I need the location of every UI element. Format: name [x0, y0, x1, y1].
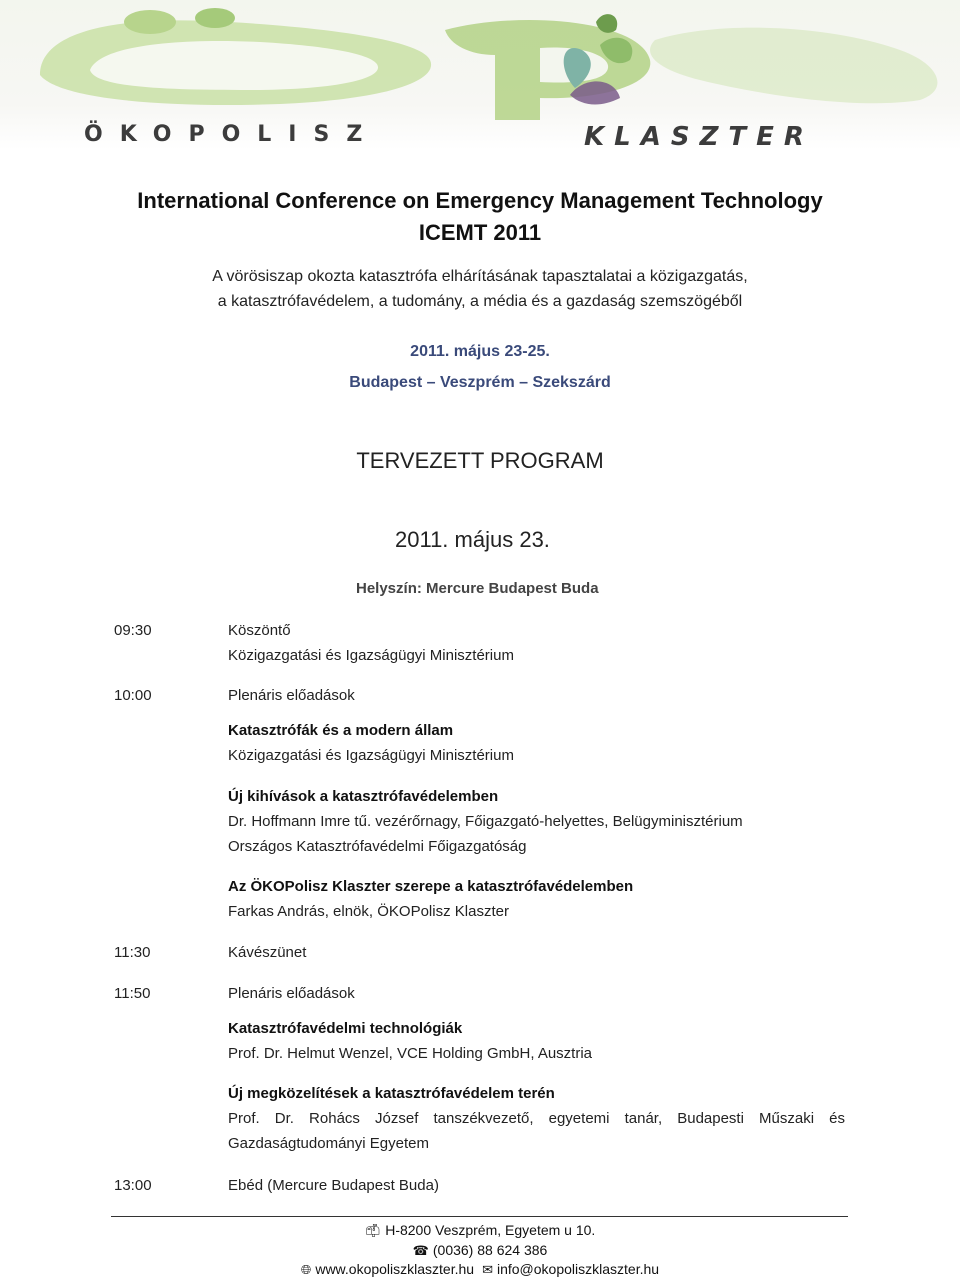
logo-swoosh-right: [650, 28, 937, 104]
schedule-item-title: Köszöntő: [228, 622, 291, 639]
footer-email-link[interactable]: info@okopoliszklaszter.hu: [496, 1261, 660, 1277]
talk-speaker: Prof. Dr. Helmut Wenzel, VCE Holding GmbH, Ausztria: [228, 1045, 593, 1062]
schedule-time: 11:50: [114, 985, 151, 1002]
schedule-time: 10:00: [114, 687, 152, 704]
schedule-item-subtitle: Közigazgatási és Igazságügyi Minisztérium: [228, 647, 514, 664]
talk-speaker: Közigazgatási és Igazságügyi Minisztérium: [228, 747, 514, 764]
talk-speaker: Prof. Dr. Rohács József tanszékvezető, egyetemi tanár, Budapesti Műszaki és Gazdaságtudományi Egyetem: [228, 1110, 845, 1152]
footer-website-link[interactable]: www.okopoliszklaszter.hu: [315, 1261, 475, 1277]
program-day: 2011. május 23.: [395, 527, 550, 552]
schedule-time: 09:30: [114, 622, 152, 639]
envelope-icon: ✉: [482, 1263, 493, 1278]
brand-klaszter: KLASZTER: [584, 122, 814, 150]
footer-phone: (0036) 88 624 386: [432, 1242, 548, 1258]
conference-heading: [0, 185, 960, 249]
footer-address-line: [0, 1221, 960, 1241]
conference-date-block: [0, 336, 960, 398]
telephone-icon: ☎: [412, 1244, 429, 1259]
conference-acronym: ICEMT 2011: [418, 220, 542, 245]
globe-icon: 🌐︎: [300, 1263, 312, 1278]
schedule-time: 13:00: [114, 1177, 152, 1194]
mailbox-icon: 📫︎: [364, 1224, 382, 1239]
footer-web-line: [0, 1260, 960, 1280]
footer-phone-line: [0, 1241, 960, 1261]
conference-title: International Conference on Emergency Management Technology: [137, 188, 823, 213]
schedule-item-title: Plenáris előadások: [228, 687, 355, 704]
program-venue: Helyszín: Mercure Budapest Buda: [356, 580, 599, 597]
program-title: TERVEZETT PROGRAM: [356, 448, 604, 473]
schedule-item-title: Kávészünet: [228, 944, 307, 961]
conference-subtitle-line2: a katasztrófavédelem, a tudomány, a média és a gazdaság szemszögéből: [217, 293, 743, 310]
logo-umlaut-dot: [195, 8, 235, 28]
footer-divider: [111, 1216, 848, 1217]
schedule-item-title: Ebéd (Mercure Budapest Buda): [228, 1177, 439, 1194]
footer-address: H-8200 Veszprém, Egyetem u 10.: [385, 1222, 596, 1238]
brand-okopolisz: ÖKOPOLISZ: [84, 122, 380, 147]
talk-title: Új megközelítések a katasztrófavédelem terén: [228, 1085, 555, 1102]
talk-title: Katasztrófák és a modern állam: [228, 722, 454, 739]
talk-speaker: Dr. Hoffmann Imre tű. vezérőrnagy, Főigazgató-helyettes, Belügyminisztérium: [228, 813, 743, 830]
talk-title: Katasztrófavédelmi technológiák: [228, 1020, 463, 1037]
talk-title: Új kihívások a katasztrófavédelemben: [228, 788, 499, 805]
header-banner: [0, 0, 960, 150]
conference-subtitle-line1: A vörösiszap okozta katasztrófa elhárításának tapasztalatai a közigazgatás,: [212, 268, 748, 285]
talk-speaker: Farkas András, elnök, ÖKOPolisz Klaszter: [228, 903, 509, 920]
talk-title: Az ÖKOPolisz Klaszter szerepe a katasztrófavédelemben: [228, 878, 634, 895]
conference-cities: Budapest – Veszprém – Szekszárd: [349, 374, 611, 391]
talk-organization: Országos Katasztrófavédelmi Főigazgatóság: [228, 838, 527, 855]
conference-subtitle: [0, 264, 960, 314]
schedule-item-title: Plenáris előadások: [228, 985, 355, 1002]
conference-dates: 2011. május 23-25.: [410, 343, 550, 360]
logo-umlaut-dot: [124, 10, 176, 34]
schedule-time: 11:30: [114, 944, 151, 961]
